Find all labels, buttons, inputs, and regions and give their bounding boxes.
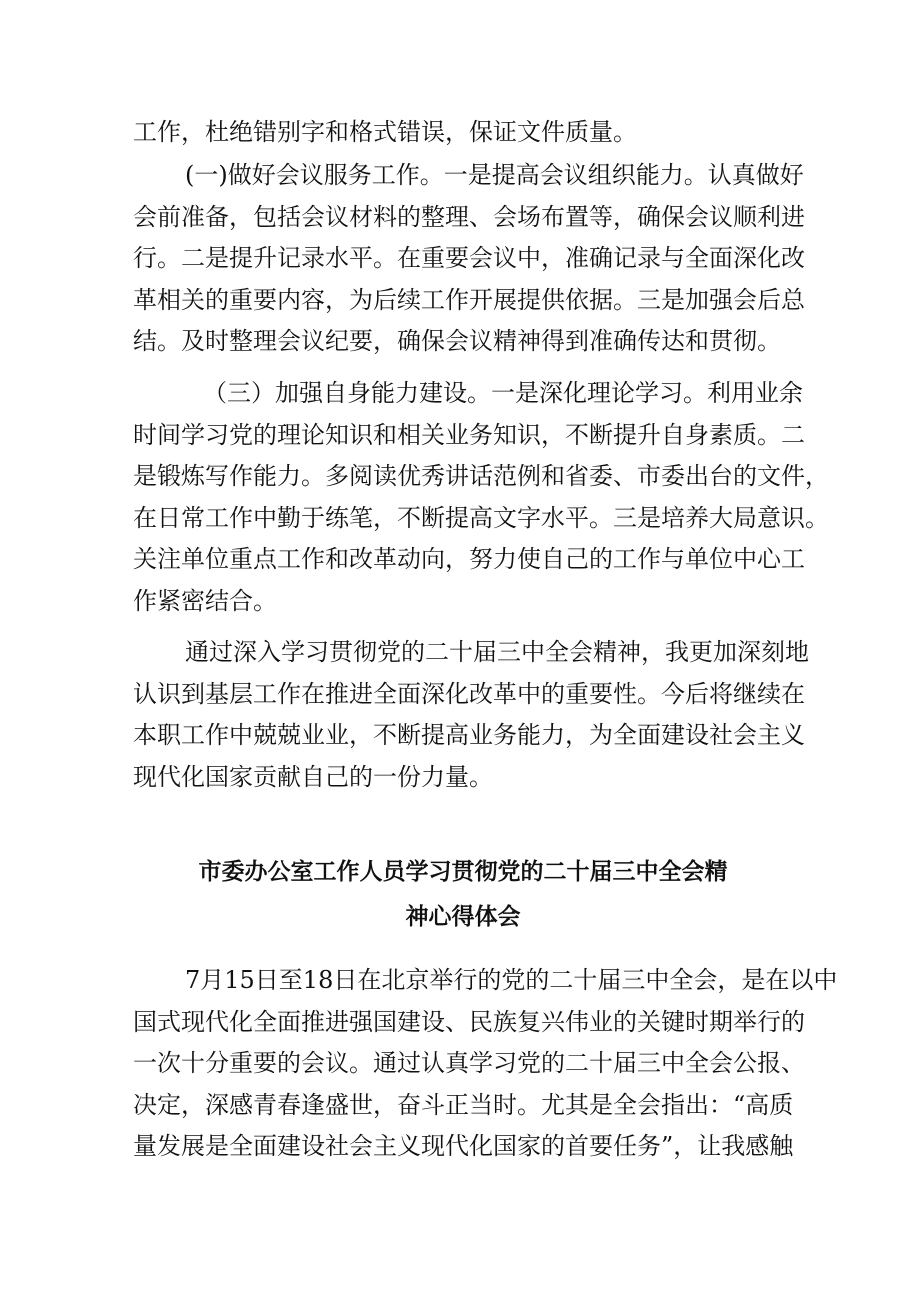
paragraph-self-capability <box>133 373 829 622</box>
section-title <box>133 850 793 940</box>
text-line: 行。二是提升记录水平。在重要会议中，准确记录与全面深化改 <box>133 244 805 272</box>
text-line: 本职工作中兢兢业业，不断提高业务能力，为全面建设社会主义 <box>133 721 805 749</box>
text-line: 革相关的重要内容，为后续工作开展提供依据。三是加强会后总 <box>133 285 805 314</box>
text-line: 量发展是全面建设社会主义现代化国家的首要任务”，让我感触 <box>133 1132 794 1160</box>
paragraph-conclusion <box>133 632 809 798</box>
text-line: 认识到基层工作在推进全面深化改革中的重要性。今后将继续在 <box>133 679 805 708</box>
text-line: 工作，杜绝错别字和格式错误，保证文件质量。 <box>133 118 637 146</box>
text-line: 时间学习党的理论知识和相关业务知识，不断提升自身素质。二 <box>133 420 805 449</box>
text-line: 一次十分重要的会议。通过认真学习党的二十届三中全会公报、 <box>133 1049 805 1077</box>
text-line: 会前准备，包括会议材料的整理、会场布置等，确保会议顺利进 <box>133 202 805 231</box>
title-line: 神心得体会 <box>405 904 521 930</box>
text-line: 国式现代化全面推进强国建设、民族复兴伟业的关键时期举行的 <box>133 1007 805 1036</box>
text-line: 在日常工作中勤于练笔，不断提高文字水平。三是培养大局意识。 <box>133 503 829 532</box>
text-line: 通过深入学习贯彻党的二十届三中全会精神，我更加深刻地 <box>185 638 809 666</box>
text-line: （三）加强自身能力建设。一是深化理论学习。利用业余 <box>203 379 803 407</box>
text-line: (一)做好会议服务工作。一是提高会议组织能力。认真做好 <box>185 161 804 189</box>
text-line: 是锻炼写作能力。多阅读优秀讲话范例和省委、市委出台的文件， <box>133 462 829 490</box>
text-line: 现代化国家贡献自己的一份力量。 <box>133 762 493 791</box>
title-line: 市委办公室工作人员学习贯彻党的二十届三中全会精 <box>198 859 728 885</box>
text-line: 关注单位重点工作和改革动向，努力使自己的工作与单位中心工 <box>133 545 805 573</box>
text-line: 作紧密结合。 <box>133 586 277 615</box>
paragraph-article-opening <box>133 960 838 1168</box>
paragraph-meeting-service <box>133 155 805 363</box>
text-line: 决定，深感青春逢盛世，奋斗正当时。尤其是全会指出：“高质 <box>133 1090 794 1119</box>
text-line: 结。及时整理会议纪要，确保会议精神得到准确传达和贯彻。 <box>133 327 781 355</box>
paragraph-continuation <box>133 112 793 154</box>
text-line: 7月15日至18日在北京举行的党的二十届三中全会，是在以中 <box>185 966 838 994</box>
